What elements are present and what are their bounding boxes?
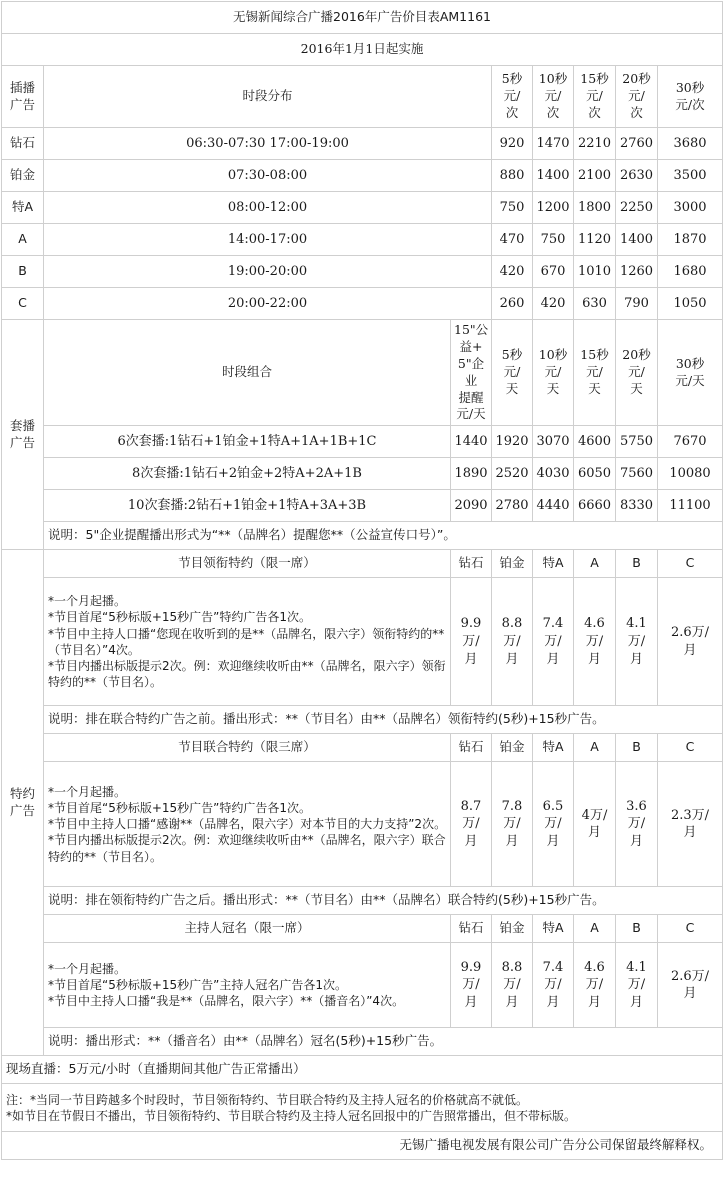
- spot-time: 07:30-08:00: [44, 160, 492, 192]
- sponsor-grade-header: C: [658, 734, 723, 762]
- sponsor-section-name: 节目领衔特约（限一席）: [44, 550, 451, 578]
- rights-statement: 无锡广播电视发展有限公司广告分公司保留最终解释权。: [2, 1132, 723, 1160]
- sponsor-price: 9.9万/ 月: [451, 578, 492, 706]
- package-price: 8330: [616, 490, 658, 522]
- spot-price: 2630: [616, 160, 658, 192]
- package-row: [2, 458, 723, 490]
- spot-price: 3500: [658, 160, 723, 192]
- spot-row: [2, 160, 723, 192]
- package-price-header: 15秒 元/ 天: [574, 320, 616, 426]
- spot-price-header: 5秒 元/ 次: [492, 66, 533, 128]
- spot-price: 420: [492, 256, 533, 288]
- spot-price: 2210: [574, 128, 616, 160]
- rate-card-table: [1, 1, 723, 1160]
- spot-price: 470: [492, 224, 533, 256]
- package-price: 2520: [492, 458, 533, 490]
- package-price-header: 30秒 元/天: [658, 320, 723, 426]
- spot-price: 1200: [533, 192, 574, 224]
- spot-price: 630: [574, 288, 616, 320]
- sponsor-grade-header: B: [616, 550, 658, 578]
- spot-price: 1010: [574, 256, 616, 288]
- spot-price: 920: [492, 128, 533, 160]
- sponsor-grade-header: 特A: [533, 550, 574, 578]
- spot-price: 750: [533, 224, 574, 256]
- sponsor-note: 说明：排在领衔特约广告之后。播出形式：**（节目名）由**（品牌名）联合特约(5秒)+15秒广告。: [44, 887, 723, 915]
- spot-price: 3000: [658, 192, 723, 224]
- spot-time: 14:00-17:00: [44, 224, 492, 256]
- sponsor-price: 2.6万/ 月: [658, 578, 723, 706]
- spot-price: 750: [492, 192, 533, 224]
- package-price: 2780: [492, 490, 533, 522]
- sponsor-description: *一个月起播。 *节目首尾“5秒标版+15秒广告”特约广告各1次。 *节目中主持人口播“您现在收听到的是**（品牌名，限六字）领衔特约的**（节目名）”4次。 *节目内播出标版提示2次。例：欢迎继续收听由**（品牌名，限六字）领衔特约的**（节目名）。: [44, 578, 451, 706]
- spot-grade: C: [2, 288, 44, 320]
- effective-date: 2016年1月1日起实施: [2, 34, 723, 66]
- sponsor-price: 3.6 万/ 月: [616, 762, 658, 887]
- sponsor-grade-header: 钻石: [451, 550, 492, 578]
- package-price: 1920: [492, 426, 533, 458]
- sponsor-note: 说明：播出形式：**（播音名）由**（品牌名）冠名(5秒)+15秒广告。: [44, 1028, 723, 1056]
- spot-price: 1260: [616, 256, 658, 288]
- package-price: 7560: [616, 458, 658, 490]
- spot-price: 2100: [574, 160, 616, 192]
- spot-price: 3680: [658, 128, 723, 160]
- spot-price-header: 10秒 元/ 次: [533, 66, 574, 128]
- spot-price: 880: [492, 160, 533, 192]
- spot-section-label: 插播 广告: [2, 66, 44, 128]
- package-price: 6050: [574, 458, 616, 490]
- sponsor-price: 2.3万/ 月: [658, 762, 723, 887]
- spot-row: [2, 128, 723, 160]
- sponsor-grade-header: B: [616, 734, 658, 762]
- spot-price-header: 15秒 元/ 次: [574, 66, 616, 128]
- sponsor-grade-header: 钻石: [451, 734, 492, 762]
- spot-price: 1120: [574, 224, 616, 256]
- sponsor-price: 8.8 万/ 月: [492, 943, 533, 1028]
- package-price: 7670: [658, 426, 723, 458]
- spot-grade: 特A: [2, 192, 44, 224]
- package-price: 10080: [658, 458, 723, 490]
- sponsor-price: 7.8 万/ 月: [492, 762, 533, 887]
- spot-time: 08:00-12:00: [44, 192, 492, 224]
- package-note: 说明：5"企业提醒播出形式为“**（品牌名）提醒您**（公益宣传口号）”。: [44, 522, 723, 550]
- package-price-header: 5秒 元/ 天: [492, 320, 533, 426]
- sponsor-price: 4.6 万/ 月: [574, 578, 616, 706]
- sponsor-grade-header: B: [616, 915, 658, 943]
- package-price: 6660: [574, 490, 616, 522]
- package-price-header: 10秒 元/ 天: [533, 320, 574, 426]
- sponsor-price: 8.8 万/ 月: [492, 578, 533, 706]
- spot-price: 260: [492, 288, 533, 320]
- footnotes: 注：*当同一节目跨越多个时段时，节目领衔特约、节目联合特约及主持人冠名的价格就高不就低。 *如节目在节假日不播出，节目领衔特约、节目联合特约及主持人冠名回报中的广告照常播出，但不带标版。: [2, 1084, 723, 1132]
- spot-grade: A: [2, 224, 44, 256]
- sponsor-grade-header: 特A: [533, 915, 574, 943]
- sponsor-grade-header: C: [658, 915, 723, 943]
- package-price: 5750: [616, 426, 658, 458]
- spot-price: 1470: [533, 128, 574, 160]
- package-price: 4600: [574, 426, 616, 458]
- live-broadcast-price: 现场直播：5万元/小时（直播期间其他广告正常播出）: [2, 1056, 723, 1084]
- spot-grade: 铂金: [2, 160, 44, 192]
- package-reminder-header: 15"公 益+ 5"企业 提醒 元/天: [451, 320, 492, 426]
- spot-price: 1050: [658, 288, 723, 320]
- sponsor-grade-header: A: [574, 734, 616, 762]
- package-reminder-price: 2090: [451, 490, 492, 522]
- spot-row: [2, 256, 723, 288]
- spot-grade: B: [2, 256, 44, 288]
- spot-grade: 钻石: [2, 128, 44, 160]
- sponsor-price: 7.4 万/ 月: [533, 943, 574, 1028]
- sponsor-section-name: 节目联合特约（限三席）: [44, 734, 451, 762]
- sponsor-price: 6.5 万/ 月: [533, 762, 574, 887]
- sponsor-grade-header: 特A: [533, 734, 574, 762]
- package-price-header: 20秒 元/ 天: [616, 320, 658, 426]
- page-title: 无锡新闻综合广播2016年广告价目表AM1161: [2, 2, 723, 34]
- spot-price-header: 30秒 元/次: [658, 66, 723, 128]
- package-price: 4030: [533, 458, 574, 490]
- package-price: 11100: [658, 490, 723, 522]
- sponsor-price: 2.6万/ 月: [658, 943, 723, 1028]
- spot-price: 1680: [658, 256, 723, 288]
- package-row: [2, 426, 723, 458]
- sponsor-price: 9.9万/ 月: [451, 943, 492, 1028]
- spot-row: [2, 192, 723, 224]
- sponsor-description: *一个月起播。 *节目首尾“5秒标版+15秒广告”特约广告各1次。 *节目中主持人口播“感谢**（品牌名，限六字）对本节目的大力支持”2次。 *节目内播出标版提示2次。例：欢迎继续收听由**（品牌名，限六字）联合特约的**（节目名）。: [44, 762, 451, 887]
- sponsor-grade-header: 钻石: [451, 915, 492, 943]
- package-reminder-price: 1890: [451, 458, 492, 490]
- package-combo-header: 时段组合: [44, 320, 451, 426]
- sponsor-price: 4.6 万/ 月: [574, 943, 616, 1028]
- sponsor-section-label: 特约 广告: [2, 550, 44, 1056]
- spot-price: 1800: [574, 192, 616, 224]
- spot-price: 670: [533, 256, 574, 288]
- sponsor-section-name: 主持人冠名（限一席）: [44, 915, 451, 943]
- spot-price-header: 20秒 元/ 次: [616, 66, 658, 128]
- sponsor-price: 4万/ 月: [574, 762, 616, 887]
- package-price: 4440: [533, 490, 574, 522]
- spot-price: 790: [616, 288, 658, 320]
- spot-slot-header: 时段分布: [44, 66, 492, 128]
- spot-price: 1870: [658, 224, 723, 256]
- package-row: [2, 490, 723, 522]
- sponsor-price: 4.1 万/ 月: [616, 943, 658, 1028]
- sponsor-grade-header: 铂金: [492, 734, 533, 762]
- sponsor-grade-header: A: [574, 915, 616, 943]
- package-combo: 8次套播:1钻石+2铂金+2特A+2A+1B: [44, 458, 451, 490]
- spot-time: 20:00-22:00: [44, 288, 492, 320]
- spot-price: 1400: [533, 160, 574, 192]
- sponsor-grade-header: 铂金: [492, 550, 533, 578]
- sponsor-description: *一个月起播。 *节目首尾“5秒标版+15秒广告”主持人冠名广告各1次。 *节目中主持人口播“我是**（品牌名，限六字）**（播音名）”4次。: [44, 943, 451, 1028]
- sponsor-price: 7.4 万/ 月: [533, 578, 574, 706]
- spot-price: 1400: [616, 224, 658, 256]
- spot-time: 19:00-20:00: [44, 256, 492, 288]
- spot-row: [2, 224, 723, 256]
- sponsor-grade-header: 铂金: [492, 915, 533, 943]
- spot-price: 2760: [616, 128, 658, 160]
- package-combo: 6次套播:1钻石+1铂金+1特A+1A+1B+1C: [44, 426, 451, 458]
- package-price: 3070: [533, 426, 574, 458]
- spot-price: 420: [533, 288, 574, 320]
- spot-time: 06:30-07:30 17:00-19:00: [44, 128, 492, 160]
- sponsor-grade-header: A: [574, 550, 616, 578]
- sponsor-price: 4.1 万/ 月: [616, 578, 658, 706]
- sponsor-grade-header: C: [658, 550, 723, 578]
- spot-row: [2, 288, 723, 320]
- spot-price: 2250: [616, 192, 658, 224]
- package-section-label: 套播 广告: [2, 320, 44, 550]
- package-reminder-price: 1440: [451, 426, 492, 458]
- sponsor-note: 说明：排在联合特约广告之前。播出形式：**（节目名）由**（品牌名）领衔特约(5秒)+15秒广告。: [44, 706, 723, 734]
- sponsor-price: 8.7万/ 月: [451, 762, 492, 887]
- package-combo: 10次套播:2钻石+1铂金+1特A+3A+3B: [44, 490, 451, 522]
